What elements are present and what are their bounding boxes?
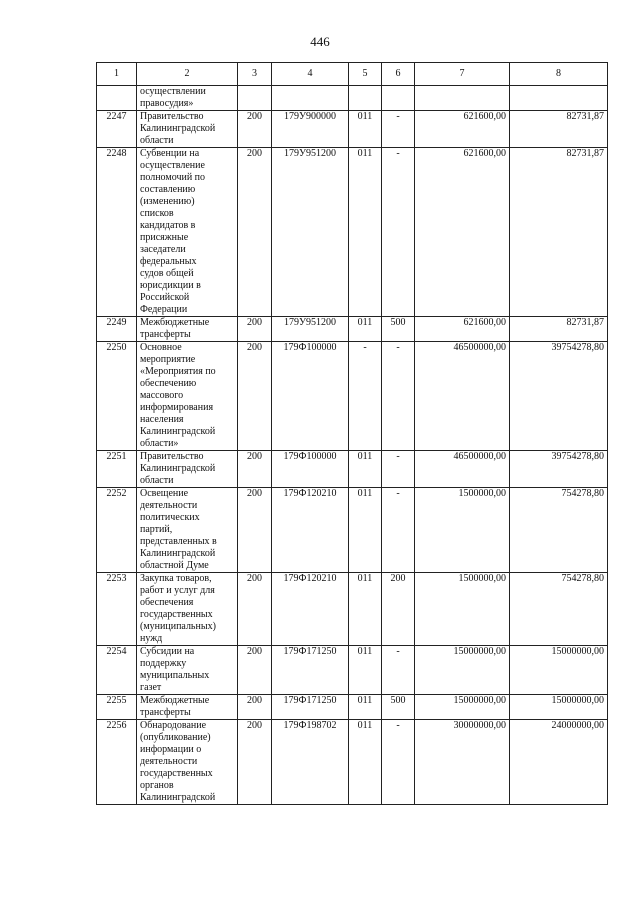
planned-amount-cell: 621600,00 [415, 111, 510, 148]
item-name-cell [137, 720, 238, 805]
item-name-cell [137, 317, 238, 342]
expense-type-cell: 200 [382, 573, 415, 646]
table-row [97, 317, 608, 342]
item-name-text: Межбюджетные трансферты [140, 317, 210, 340]
expense-type-cell: - [382, 488, 415, 573]
expense-type-cell: 500 [382, 695, 415, 720]
executed-amount-cell: 754278,80 [510, 573, 608, 646]
section-code-cell: 011 [349, 111, 382, 148]
column-header-3: 3 [238, 63, 272, 86]
chapter-code-cell: 200 [238, 720, 272, 805]
item-name-cell [137, 148, 238, 317]
section-code-cell: 011 [349, 317, 382, 342]
row-number-cell: 2255 [97, 695, 137, 720]
item-name-text: Правительство Калининградской области [140, 451, 216, 486]
item-name-text: Субсидии на поддержку муниципальных газет [140, 646, 210, 693]
expense-type-cell: - [382, 451, 415, 488]
chapter-code-cell: 200 [238, 573, 272, 646]
chapter-code-cell: 200 [238, 646, 272, 695]
budget-table [96, 62, 608, 805]
section-code-cell [349, 86, 382, 111]
executed-amount-cell: 82731,87 [510, 148, 608, 317]
planned-amount-cell: 15000000,00 [415, 646, 510, 695]
executed-amount-cell: 754278,80 [510, 488, 608, 573]
planned-amount-cell [415, 86, 510, 111]
row-number-cell: 2247 [97, 111, 137, 148]
table-row [97, 111, 608, 148]
item-name-cell [137, 342, 238, 451]
item-name-text: осуществлении правосудия» [140, 86, 206, 109]
header-row [97, 63, 608, 86]
row-number-cell [97, 86, 137, 111]
planned-amount-cell: 621600,00 [415, 148, 510, 317]
target-article-cell: 179Ф120210 [272, 573, 349, 646]
item-name-text: Освещение деятельности политических партий, представленных в Калининградской областной Думе [140, 488, 217, 571]
chapter-code-cell: 200 [238, 111, 272, 148]
chapter-code-cell: 200 [238, 342, 272, 451]
column-header-6: 6 [382, 63, 415, 86]
table-row [97, 451, 608, 488]
table-row [97, 573, 608, 646]
planned-amount-cell: 1500000,00 [415, 488, 510, 573]
executed-amount-cell: 15000000,00 [510, 695, 608, 720]
target-article-cell: 179У951200 [272, 317, 349, 342]
page-number: 446 [310, 34, 330, 49]
section-code-cell: - [349, 342, 382, 451]
item-name-cell [137, 111, 238, 148]
item-name-text: Субвенции на осуществление полномочий по составлению (изменению) списков кандидатов в присяжные заседатели федеральных судов общей юрисдикции в Российской Федерации [140, 148, 206, 315]
section-code-cell: 011 [349, 148, 382, 317]
chapter-code-cell [238, 86, 272, 111]
table-row [97, 488, 608, 573]
planned-amount-cell: 621600,00 [415, 317, 510, 342]
target-article-cell: 179Ф120210 [272, 488, 349, 573]
chapter-code-cell: 200 [238, 317, 272, 342]
item-name-text: Межбюджетные трансферты [140, 695, 210, 718]
row-number-cell: 2253 [97, 573, 137, 646]
expense-type-cell: - [382, 720, 415, 805]
executed-amount-cell: 39754278,80 [510, 451, 608, 488]
executed-amount-cell: 39754278,80 [510, 342, 608, 451]
column-header-5: 5 [349, 63, 382, 86]
planned-amount-cell: 15000000,00 [415, 695, 510, 720]
item-name-text: Основное мероприятие «Мероприятия по обеспечению массового информирования населения Калининградской области» [140, 342, 216, 449]
column-header-4: 4 [272, 63, 349, 86]
row-number-cell: 2256 [97, 720, 137, 805]
item-name-cell [137, 86, 238, 111]
expense-type-cell: 500 [382, 317, 415, 342]
planned-amount-cell: 1500000,00 [415, 573, 510, 646]
planned-amount-cell: 30000000,00 [415, 720, 510, 805]
chapter-code-cell: 200 [238, 695, 272, 720]
column-header-2: 2 [137, 63, 238, 86]
expense-type-cell: - [382, 646, 415, 695]
row-number-cell: 2252 [97, 488, 137, 573]
target-article-cell: 179Ф100000 [272, 342, 349, 451]
target-article-cell: 179У951200 [272, 148, 349, 317]
target-article-cell: 179Ф100000 [272, 451, 349, 488]
executed-amount-cell: 24000000,00 [510, 720, 608, 805]
target-article-cell: 179Ф171250 [272, 695, 349, 720]
planned-amount-cell: 46500000,00 [415, 451, 510, 488]
expense-type-cell: - [382, 342, 415, 451]
section-code-cell: 011 [349, 720, 382, 805]
planned-amount-cell: 46500000,00 [415, 342, 510, 451]
item-name-cell [137, 451, 238, 488]
executed-amount-cell [510, 86, 608, 111]
executed-amount-cell: 82731,87 [510, 111, 608, 148]
item-name-text: Правительство Калининградской области [140, 111, 216, 146]
expense-type-cell: - [382, 148, 415, 317]
target-article-cell: 179У900000 [272, 111, 349, 148]
row-number-cell: 2251 [97, 451, 137, 488]
row-number-cell: 2254 [97, 646, 137, 695]
target-article-cell: 179Ф198702 [272, 720, 349, 805]
column-header-8: 8 [510, 63, 608, 86]
table-row [97, 695, 608, 720]
expense-type-cell [382, 86, 415, 111]
column-header-7: 7 [415, 63, 510, 86]
target-article-cell: 179Ф171250 [272, 646, 349, 695]
table-row [97, 86, 608, 111]
target-article-cell [272, 86, 349, 111]
table-row [97, 342, 608, 451]
item-name-cell [137, 573, 238, 646]
chapter-code-cell: 200 [238, 451, 272, 488]
section-code-cell: 011 [349, 573, 382, 646]
item-name-cell [137, 695, 238, 720]
chapter-code-cell: 200 [238, 488, 272, 573]
item-name-cell [137, 646, 238, 695]
section-code-cell: 011 [349, 695, 382, 720]
chapter-code-cell: 200 [238, 148, 272, 317]
row-number-cell: 2250 [97, 342, 137, 451]
expense-type-cell: - [382, 111, 415, 148]
item-name-text: Обнародование (опубликование) информации о деятельности государственных органов Калининградской [140, 720, 216, 803]
section-code-cell: 011 [349, 646, 382, 695]
item-name-cell [137, 488, 238, 573]
row-number-cell: 2248 [97, 148, 137, 317]
section-code-cell: 011 [349, 488, 382, 573]
executed-amount-cell: 82731,87 [510, 317, 608, 342]
executed-amount-cell: 15000000,00 [510, 646, 608, 695]
item-name-text: Закупка товаров, работ и услуг для обеспечения государственных (муниципальных) нужд [140, 573, 216, 644]
row-number-cell: 2249 [97, 317, 137, 342]
section-code-cell: 011 [349, 451, 382, 488]
table-row [97, 720, 608, 805]
table-row [97, 646, 608, 695]
column-header-1: 1 [97, 63, 137, 86]
table-row [97, 148, 608, 317]
